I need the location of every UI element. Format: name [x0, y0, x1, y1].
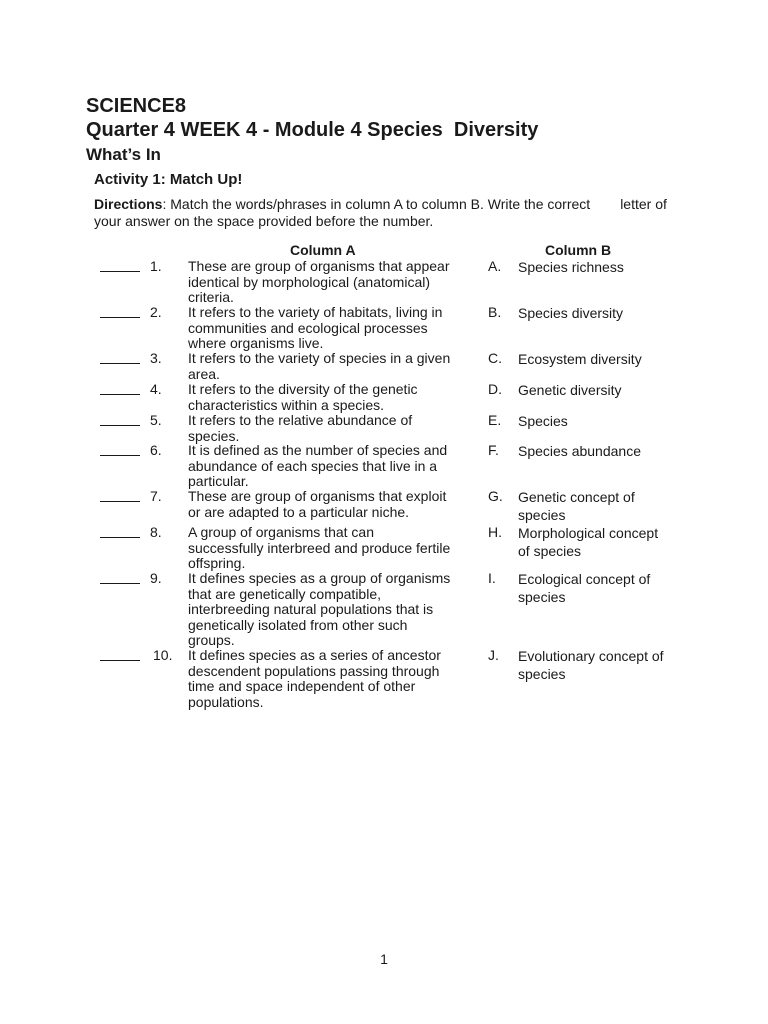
item-number: 8.: [150, 524, 162, 540]
column-a-text: It refers to the variety of species in a given area.: [188, 350, 451, 382]
item-number: 10.: [153, 647, 173, 663]
column-b-letter: A.: [488, 258, 502, 274]
item-number: 5.: [150, 412, 162, 428]
column-a-text: It defines species as a series of ancestor descendent populations passing through time and space independent of other populations.: [188, 647, 441, 710]
column-b-text: Genetic diversity: [518, 382, 622, 398]
answer-blank[interactable]: [100, 394, 140, 395]
item-number: 6.: [150, 442, 162, 458]
column-b-text: Ecological concept of species: [518, 571, 651, 605]
answer-blank[interactable]: [100, 271, 140, 272]
column-b-text: Ecosystem diversity: [518, 351, 642, 367]
column-a-text: It refers to the relative abundance of species.: [188, 412, 413, 444]
column-a-text: It is defined as the number of species and abundance of each species that live in a particular.: [188, 442, 448, 489]
answer-blank[interactable]: [100, 537, 140, 538]
column-b-letter: J.: [488, 647, 499, 663]
item-number: 7.: [150, 488, 162, 504]
module-title: Quarter 4 WEEK 4 - Module 4 Species Diversity: [86, 119, 539, 141]
item-number: 1.: [150, 258, 162, 274]
item-number: 9.: [150, 570, 162, 586]
directions-line1-end: letter of: [620, 196, 667, 212]
column-b-text: Morphological concept of species: [518, 525, 659, 559]
answer-blank[interactable]: [100, 455, 140, 456]
directions-line2: your answer on the space provided before the number.: [94, 213, 434, 229]
column-b-letter: I.: [488, 570, 496, 586]
column-b-text: Genetic concept of species: [518, 489, 635, 523]
column-b-letter: D.: [488, 381, 502, 397]
directions-text: [94, 196, 694, 230]
column-a-text: It defines species as a group of organisms that are genetically compatible, interbreeding natural populations that is genetically isolated from other such groups.: [188, 570, 451, 648]
answer-blank[interactable]: [100, 363, 140, 364]
column-b-letter: G.: [488, 488, 503, 504]
directions-label: Directions: [94, 196, 163, 212]
column-a-header: Column A: [290, 242, 356, 258]
column-b-text: Evolutionary concept of species: [518, 648, 664, 682]
column-b-letter: H.: [488, 524, 502, 540]
column-b-text: Species diversity: [518, 305, 624, 321]
answer-blank[interactable]: [100, 425, 140, 426]
column-b-letter: C.: [488, 350, 502, 366]
column-b-letter: E.: [488, 412, 502, 428]
item-number: 3.: [150, 350, 162, 366]
answer-blank[interactable]: [100, 317, 140, 318]
column-b-text: Species abundance: [518, 443, 641, 459]
column-a-text: It refers to the diversity of the genetic characteristics within a species.: [188, 381, 418, 413]
column-b-letter: B.: [488, 304, 502, 320]
answer-blank[interactable]: [100, 501, 140, 502]
directions-line1: : Match the words/phrases in column A to column B. Write the correct: [162, 196, 591, 212]
column-b-header: Column B: [545, 242, 612, 258]
page-number: 1: [380, 951, 388, 967]
answer-blank[interactable]: [100, 660, 140, 661]
column-a-text: A group of organisms that can successfully interbreed and produce fertile offspring.: [188, 524, 451, 571]
subject-title: SCIENCE8: [86, 95, 187, 117]
activity-title: Activity 1: Match Up!: [94, 171, 243, 188]
answer-blank[interactable]: [100, 583, 140, 584]
item-number: 4.: [150, 381, 162, 397]
section-heading: What’s In: [86, 145, 161, 164]
column-b-letter: F.: [488, 442, 499, 458]
column-b-text: Species richness: [518, 259, 624, 275]
column-a-text: These are group of organisms that appear identical by morphological (anatomical) criteria.: [188, 258, 450, 305]
item-number: 2.: [150, 304, 162, 320]
column-a-text: It refers to the variety of habitats, living in communities and ecological processes where organisms live.: [188, 304, 443, 351]
column-a-text: These are group of organisms that exploit or are adapted to a particular niche.: [188, 488, 447, 520]
column-b-text: Species: [518, 413, 568, 429]
